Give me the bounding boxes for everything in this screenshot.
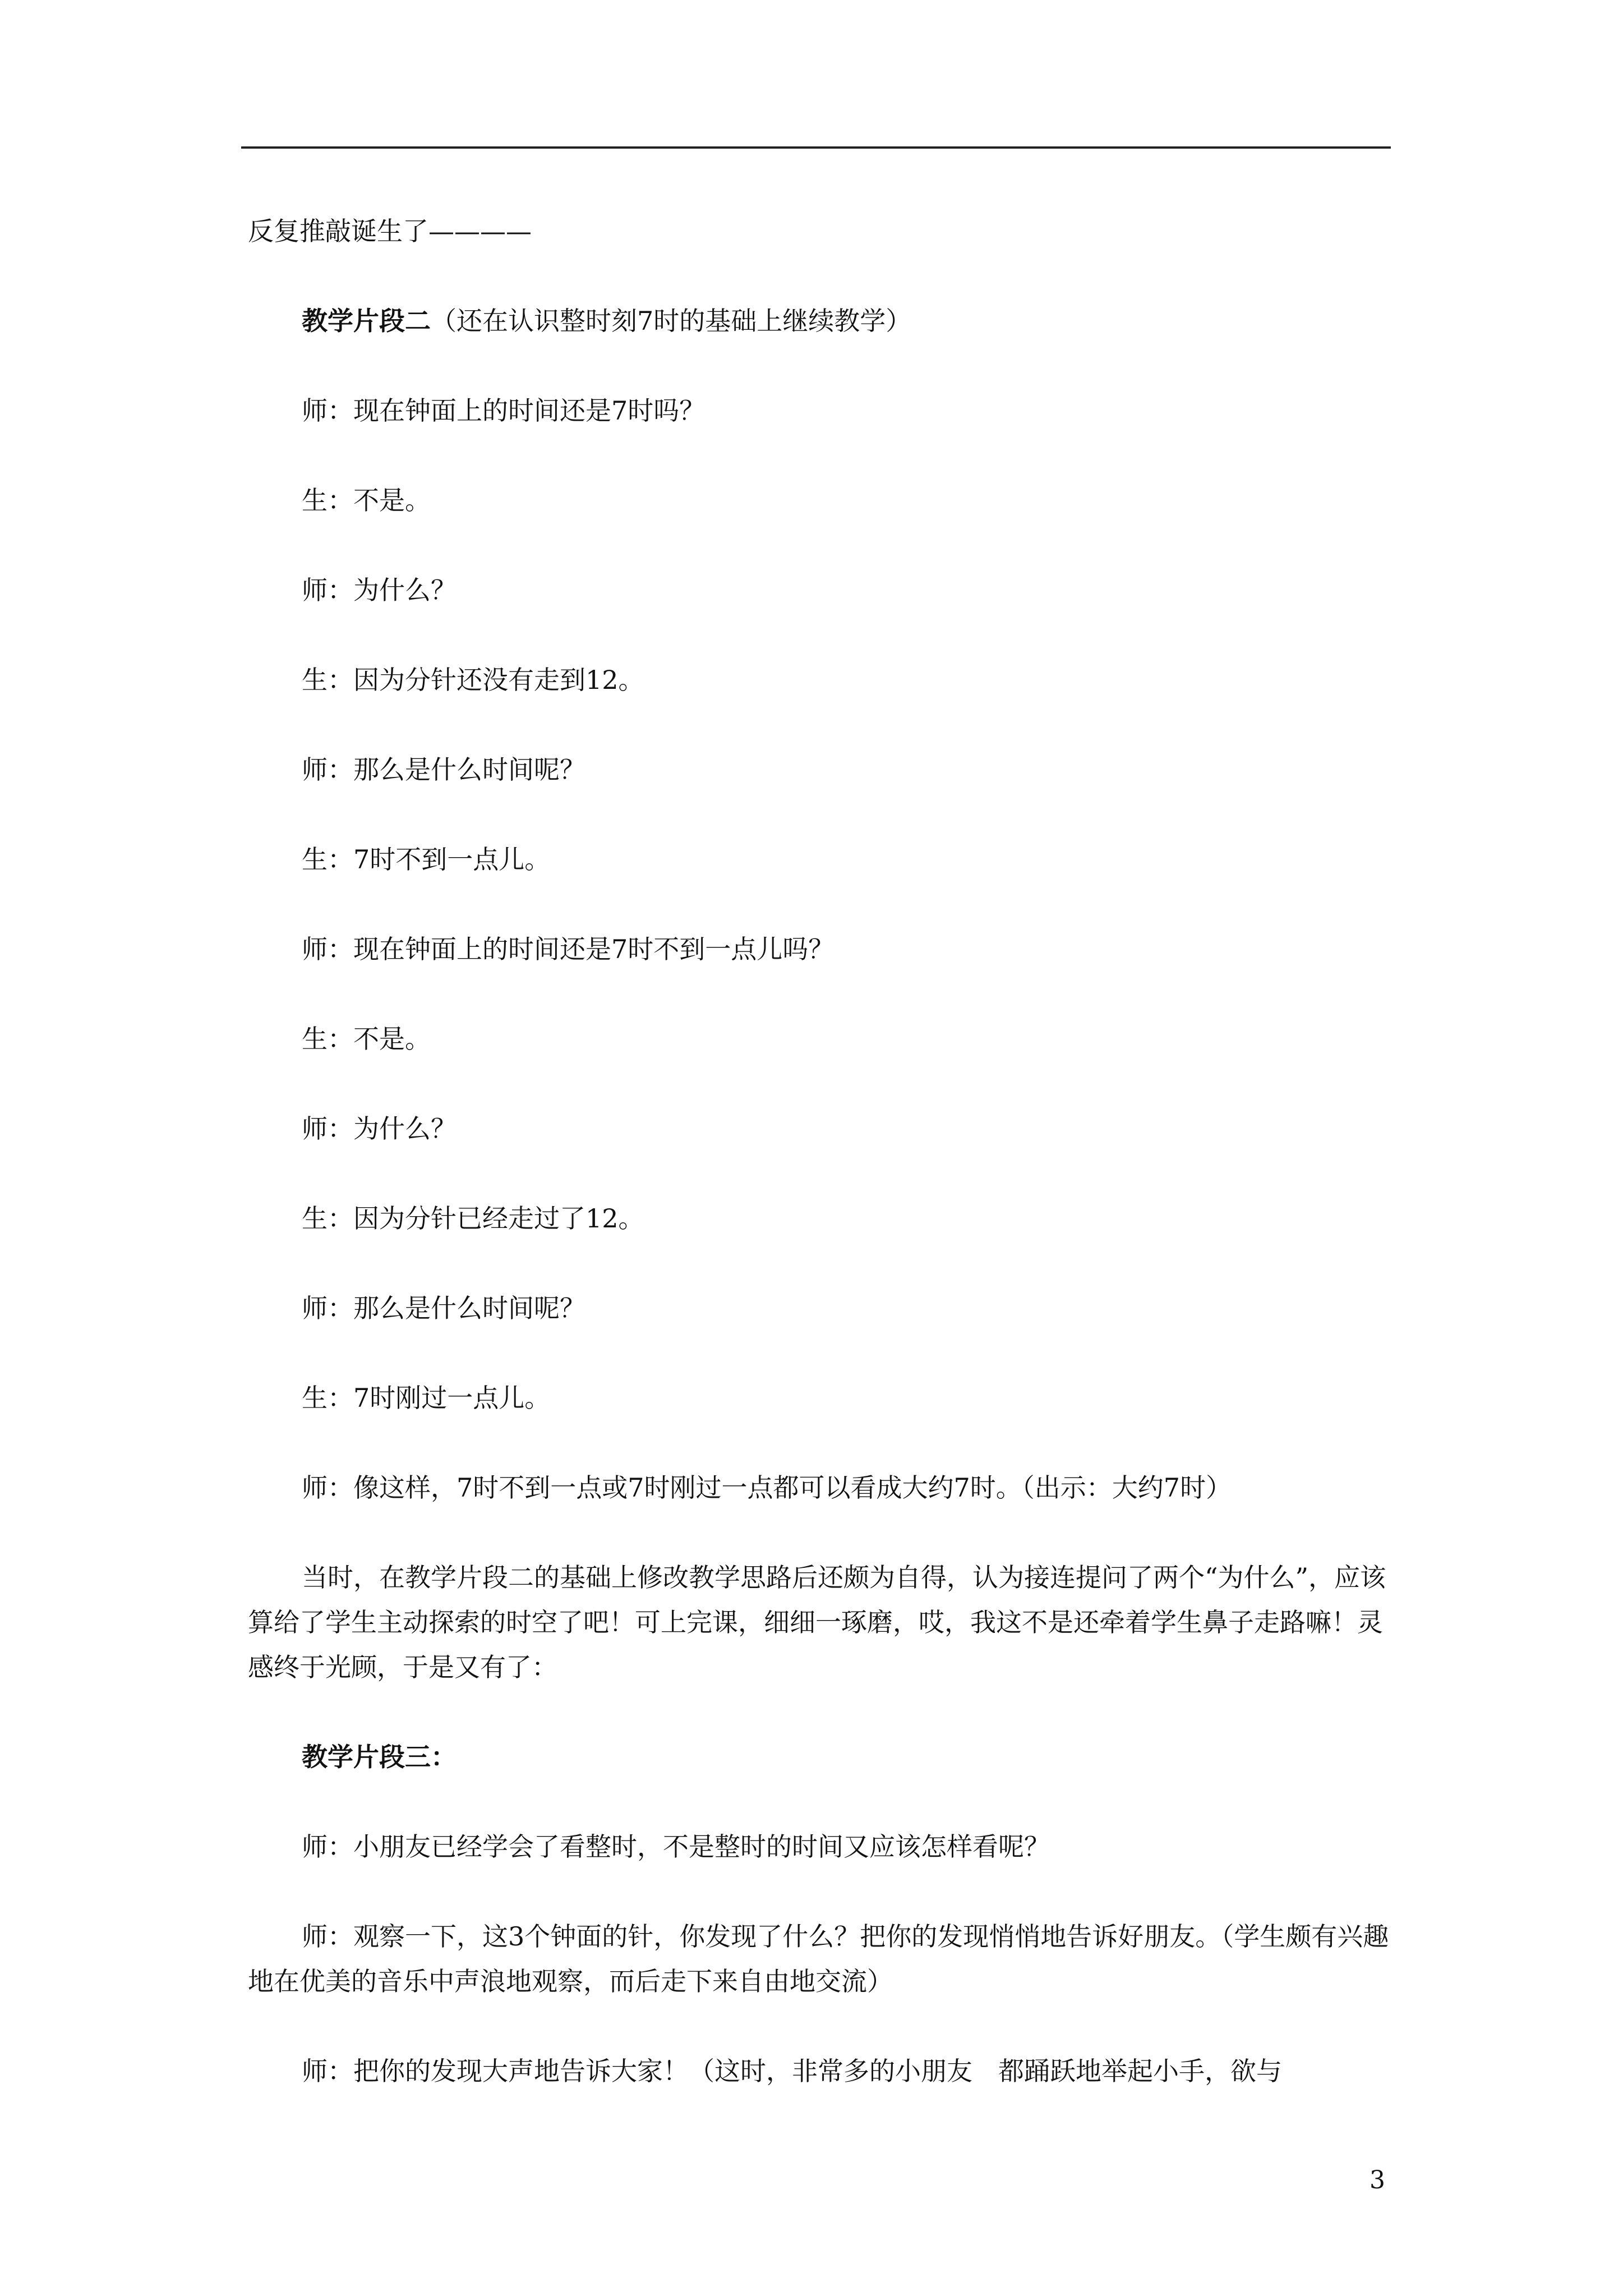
paragraph-10: 生：不是。 [302,1024,431,1054]
section-heading-2: 教学片段二 [302,306,431,336]
paragraph-15: 师：像这样，7时不到一点或7时刚过一点都可以看成大约7时。（出示：大约7时） [302,1473,1232,1503]
paragraph-9: 师：现在钟面上的时间还是7时不到一点儿吗？ [302,934,834,964]
paragraph-14: 生：7时刚过一点儿。 [302,1383,551,1413]
paragraph-5: 师：为什么？ [302,575,457,605]
section-heading-3: 教学片段三： [302,1742,457,1772]
paragraph-19: 师：观察一下，这3个钟面的针，你发现了什么？把你的发现悄悄地告诉好朋友。（学生颇有兴趣地在优美的音乐中声浪地观察，而后走下来自由地交流） [248,1921,1389,1996]
paragraph-8: 生：7时不到一点儿。 [302,844,551,875]
paragraph-12: 生：因为分针已经走过了12。 [302,1203,644,1234]
document-body [248,209,1392,2138]
paragraph-2 [248,298,1392,343]
paragraph-16: 当时，在教学片段二的基础上修改教学思路后还颇为自得，认为接连提问了两个“为什么”，应该算给了学生主动探索的时空了吧！可上完课，细细一琢磨，哎，我这不是还牵着学生鼻子走路嘛！灵感终于光顾，于是又有了： [248,1562,1386,1682]
paragraph-17 [248,1734,1392,1779]
paragraph-6: 生：因为分针还没有走到12。 [302,665,644,695]
paragraph-7: 师：那么是什么时间呢？ [302,754,585,785]
paragraph-20: 师：把你的发现大声地告诉大家！（这时，非常多的小朋友 都踊跃地举起小手，欲与 [302,2056,1282,2086]
page-number: 3 [1370,2166,1385,2194]
paragraph-3: 师：现在钟面上的时间还是7时吗？ [302,395,706,426]
paragraph-18: 师：小朋友已经学会了看整时，不是整时的时间又应该怎样看呢？ [302,1832,1050,1862]
paragraph-11: 师：为什么？ [302,1114,457,1144]
header-rule [241,146,1391,149]
paragraph-1: 反复推敲诞生了———— [248,216,532,246]
paragraph-2-text: （还在认识整时刻7时的基础上继续教学） [431,306,912,336]
paragraph-4: 生：不是。 [302,485,431,516]
paragraph-13: 师：那么是什么时间呢？ [302,1293,585,1323]
